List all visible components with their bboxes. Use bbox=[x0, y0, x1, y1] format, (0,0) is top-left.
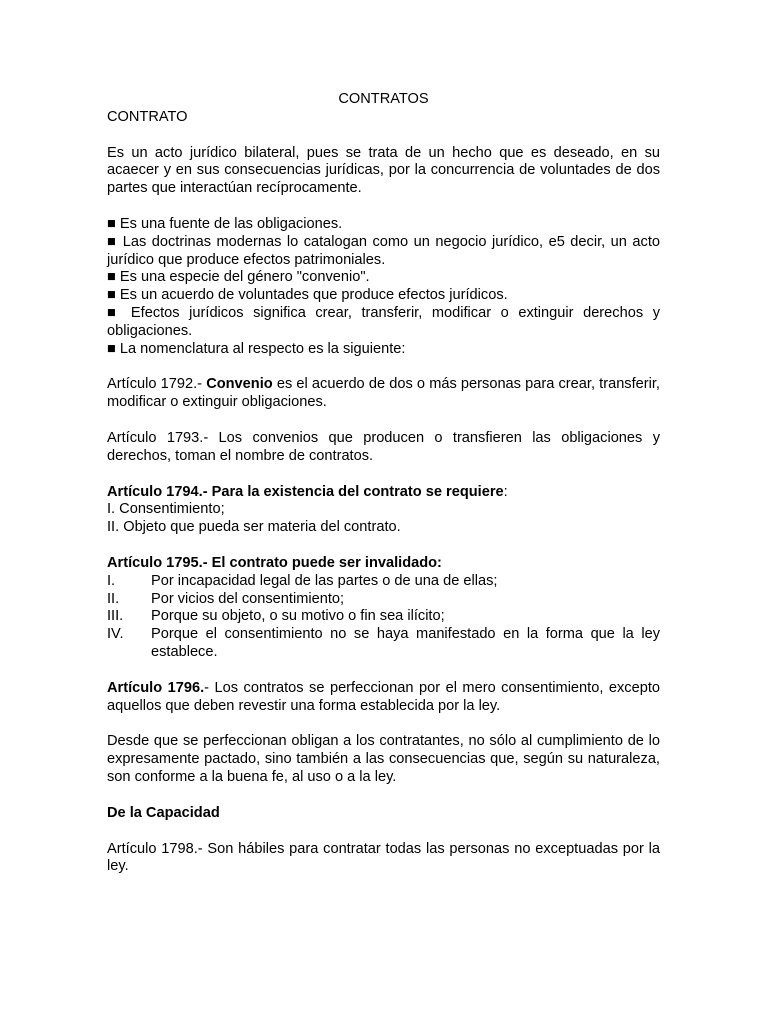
item-text: Por vicios del consentimiento; bbox=[151, 590, 345, 607]
intro-paragraph: Es un acto jurídico bilateral, pues se trata de un hecho que es deseado, en su acaecer y en sus consecuencias jurídicas, por la concurrencia de voluntades de dos partes que interactúan recíprocamente. bbox=[107, 144, 660, 197]
article-1794-heading bbox=[107, 484, 660, 502]
article-1796-text: - Los contratos se perfeccionan por el mero consentimiento, excepto aquellos que deben revestir una forma establecida por la ley. bbox=[107, 679, 660, 714]
article-1793: Artículo 1793.- Los convenios que producen o transfieren las obligaciones y derechos, toman el nombre de contratos. bbox=[107, 429, 660, 464]
item-text: Porque su objeto, o su motivo o fin sea ilícito; bbox=[151, 608, 445, 625]
bullet-item: ■ Efectos jurídicos significa crear, transferir, modificar o extinguir derechos y obligaciones. bbox=[107, 305, 660, 341]
article-1792-term: Convenio bbox=[206, 376, 273, 393]
article-1795-heading: Artículo 1795.- El contrato puede ser invalidado: bbox=[107, 554, 442, 571]
item-number: I. bbox=[107, 572, 116, 589]
bullet-item: ■ La nomenclatura al respecto es la siguiente: bbox=[107, 341, 660, 359]
article-1794-heading-text: Artículo 1794.- Para la existencia del contrato se requiere bbox=[107, 483, 504, 500]
bullet-item: ■ Es un acuerdo de voluntades que produce efectos jurídicos. bbox=[107, 287, 660, 305]
bullet-item: ■ Las doctrinas modernas lo catalogan como un negocio jurídico, e5 decir, un acto jurídico que produce efectos patrimoniales. bbox=[107, 234, 660, 270]
item-number: II. bbox=[107, 590, 120, 607]
article-1798: Artículo 1798.- Son hábiles para contratar todas las personas no exceptuadas por la ley. bbox=[107, 840, 660, 875]
article-1796-prefix: Artículo 1796. bbox=[107, 679, 205, 696]
article-1796-paragraph-2: Desde que se perfeccionan obligan a los contratantes, no sólo al cumplimiento de lo expresamente pactado, sino también a las consecuencias que, según su naturaleza, son conforme a la buena fe, al uso o a la ley. bbox=[107, 733, 660, 785]
capacidad-heading: De la Capacidad bbox=[107, 804, 220, 821]
article-1796 bbox=[107, 680, 660, 716]
bullet-item: ■ Es una especie del género "convenio". bbox=[107, 269, 660, 287]
article-1794-item: I. Consentimiento; bbox=[107, 501, 225, 518]
article-1792-text: es el acuerdo de dos o más personas para crear, transferir, modificar o extinguir obligaciones. bbox=[107, 376, 660, 411]
article-1795-item bbox=[107, 591, 660, 609]
article-1795-item bbox=[107, 608, 660, 626]
item-text: Por incapacidad legal de las partes o de una de ellas; bbox=[151, 572, 498, 589]
item-number: III. bbox=[107, 608, 124, 625]
article-1794-colon: : bbox=[503, 483, 508, 500]
article-1795-item bbox=[107, 626, 660, 662]
bullet-item: ■ Es una fuente de las obligaciones. bbox=[107, 216, 660, 234]
document-title: CONTRATOS bbox=[338, 91, 429, 107]
article-1795-item bbox=[107, 573, 660, 591]
article-1794-item: II. Objeto que pueda ser materia del contrato. bbox=[107, 519, 401, 536]
article-1792 bbox=[107, 376, 660, 412]
item-number: IV. bbox=[107, 626, 124, 643]
article-1792-prefix: Artículo 1792.- bbox=[107, 376, 207, 393]
item-text: Porque el consentimiento no se haya manifestado en la forma que la ley establece. bbox=[151, 626, 660, 660]
section-heading: CONTRATO bbox=[107, 108, 188, 125]
